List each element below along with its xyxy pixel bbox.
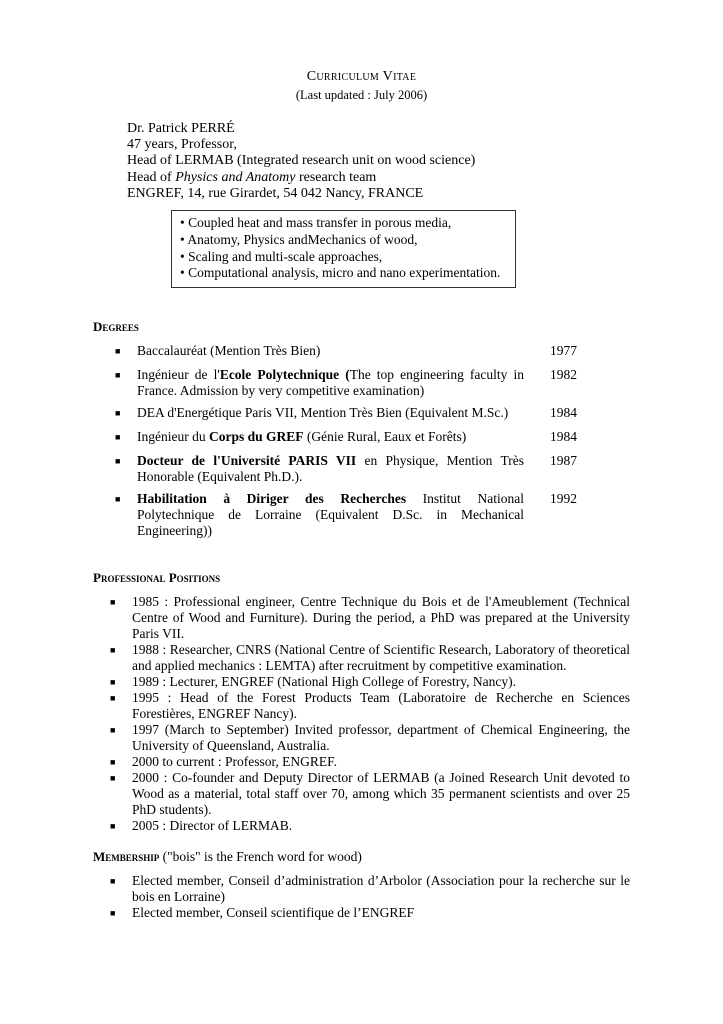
position-text: 1997 (March to September) Invited professor, department of Chemical Engineering, the University of Queensland, Australia. — [132, 722, 630, 753]
degree-text-post: en Physique, Mention Très Honorable (Equivalent Ph.D.). — [137, 453, 524, 484]
research-topic: • Computational analysis, micro and nano experimentation. — [180, 265, 501, 281]
positions-list — [110, 594, 630, 834]
membership-text: Elected member, Conseil d’administration d’Arbolor (Association pour la recherche sur le bois en Lorraine) — [132, 873, 630, 904]
bullet-icon: ■ — [110, 757, 116, 767]
research-topic: • Coupled heat and mass transfer in porous media, — [180, 215, 452, 230]
position-item — [110, 770, 630, 818]
degree-text — [137, 453, 524, 485]
head-team-italic: Physics and Anatomy — [175, 169, 296, 185]
research-topics-box — [171, 210, 516, 288]
age-role: 47 years, Professor, — [127, 137, 237, 153]
degree-year: 1977 — [550, 343, 577, 358]
position-item — [110, 690, 630, 722]
person-name: Dr. Patrick PERRÉ — [127, 121, 235, 136]
research-topic: • Scaling and multi-scale approaches, — [180, 248, 383, 264]
degree-year: 1982 — [550, 367, 577, 382]
head-team-prefix: Head of — [127, 169, 176, 185]
bullet-icon: ■ — [115, 432, 121, 442]
bullet-icon: ■ — [115, 456, 121, 466]
membership-list — [110, 873, 630, 921]
head-team-suffix: research team — [295, 169, 377, 185]
degree-text-post: (Génie Rural, Eaux et Forêts) — [303, 429, 467, 444]
research-topic: • Anatomy, Physics andMechanics of wood, — [180, 231, 418, 247]
position-item — [110, 674, 630, 690]
degree-year: 1992 — [550, 491, 577, 506]
position-text: 1989 : Lecturer, ENGREF (National High College of Forestry, Nancy). — [132, 674, 516, 689]
degree-year: 1987 — [550, 453, 577, 468]
address: ENGREF, 14, rue Girardet, 54 042 Nancy, FRANCE — [127, 185, 424, 201]
bullet-icon: ■ — [110, 876, 116, 886]
degree-text-pre: Ingénieur du — [137, 429, 209, 444]
bullet-icon: ■ — [115, 408, 121, 418]
bullet-icon: ■ — [110, 693, 116, 703]
position-item — [110, 642, 630, 674]
position-item — [110, 594, 630, 642]
bullet-icon: ■ — [110, 597, 116, 607]
degree-text — [137, 343, 524, 359]
bullet-icon: ■ — [115, 494, 121, 504]
degree-text-bold: Docteur de l'Université PARIS VII — [137, 453, 357, 468]
degree-year: 1984 — [550, 429, 577, 444]
position-item — [110, 818, 630, 834]
bullet-icon: ■ — [110, 773, 116, 783]
position-item — [110, 722, 630, 754]
last-updated: (Last updated : July 2006) — [295, 88, 428, 102]
bullet-icon: ■ — [115, 370, 121, 380]
position-text: 2000 to current : Professor, ENGREF. — [132, 754, 337, 769]
position-text: 1985 : Professional engineer, Centre Technique du Bois et de l'Ameublement (Technical Centre of Wood and Furniture). During the period, a PhD was prepared at the University Paris VII. — [132, 594, 630, 641]
position-text: 2005 : Director of LERMAB. — [132, 818, 293, 833]
position-item — [110, 754, 630, 770]
cv-title: Curriculum Vitae — [306, 69, 417, 84]
degree-text-bold: Corps du GREF — [208, 429, 304, 444]
bullet-icon: ■ — [110, 725, 116, 735]
degree-text — [137, 367, 524, 399]
membership-heading — [93, 849, 362, 865]
degree-text — [137, 429, 524, 445]
contact-block — [127, 121, 475, 202]
degree-text-post: Institut National Polytechnique de Lorraine (Equivalent D.Sc. in Mechanical Engineering)) — [137, 491, 524, 538]
degree-text — [137, 405, 524, 421]
membership-heading-note: ("bois" is the French word for wood) — [159, 849, 362, 864]
positions-heading: Professional Positions — [93, 570, 221, 585]
position-text: 1995 : Head of the Forest Products Team (Laboratoire de Recherche en Sciences Forestières, ENGREF Nancy). — [132, 690, 630, 721]
head-lermab: Head of LERMAB (Integrated research unit on wood science) — [127, 153, 476, 169]
degree-text — [137, 491, 524, 539]
bullet-icon: ■ — [110, 677, 116, 687]
bullet-icon: ■ — [110, 908, 116, 918]
membership-item — [110, 905, 630, 921]
bullet-icon: ■ — [115, 346, 121, 356]
membership-text: Elected member, Conseil scientifique de l’ENGREF — [132, 905, 415, 920]
head-team — [127, 170, 475, 186]
degree-text-post: The top engineering faculty in France. Admission by very competitive examination) — [137, 367, 524, 398]
degree-text-bold: Habilitation à Diriger des Recherches — [137, 491, 407, 506]
bullet-icon: ■ — [110, 645, 116, 655]
degree-text-pre: DEA d'Energétique Paris VII, Mention Très Bien (Equivalent M.Sc.) — [137, 405, 509, 420]
degree-text-bold: Ecole Polytechnique ( — [219, 367, 350, 382]
position-text: 1988 : Researcher, CNRS (National Centre of Scientific Research, Laboratory of theoretical and applied mechanics : LEMTA) after recruitment by competitive examination. — [132, 642, 630, 673]
degree-text-pre: Ingénieur de l' — [137, 367, 220, 382]
membership-item — [110, 873, 630, 905]
bullet-icon: ■ — [110, 821, 116, 831]
membership-heading-label: Membership — [93, 849, 160, 864]
position-text: 2000 : Co-founder and Deputy Director of LERMAB (a Joined Research Unit devoted to Wood as a material, total staff over 70, among which 35 permanent scientists and over 25 PhD students). — [132, 770, 630, 817]
degree-text-pre: Baccalauréat (Mention Très Bien) — [137, 343, 321, 358]
degree-year: 1984 — [550, 405, 577, 420]
degrees-heading: Degrees — [93, 319, 139, 334]
